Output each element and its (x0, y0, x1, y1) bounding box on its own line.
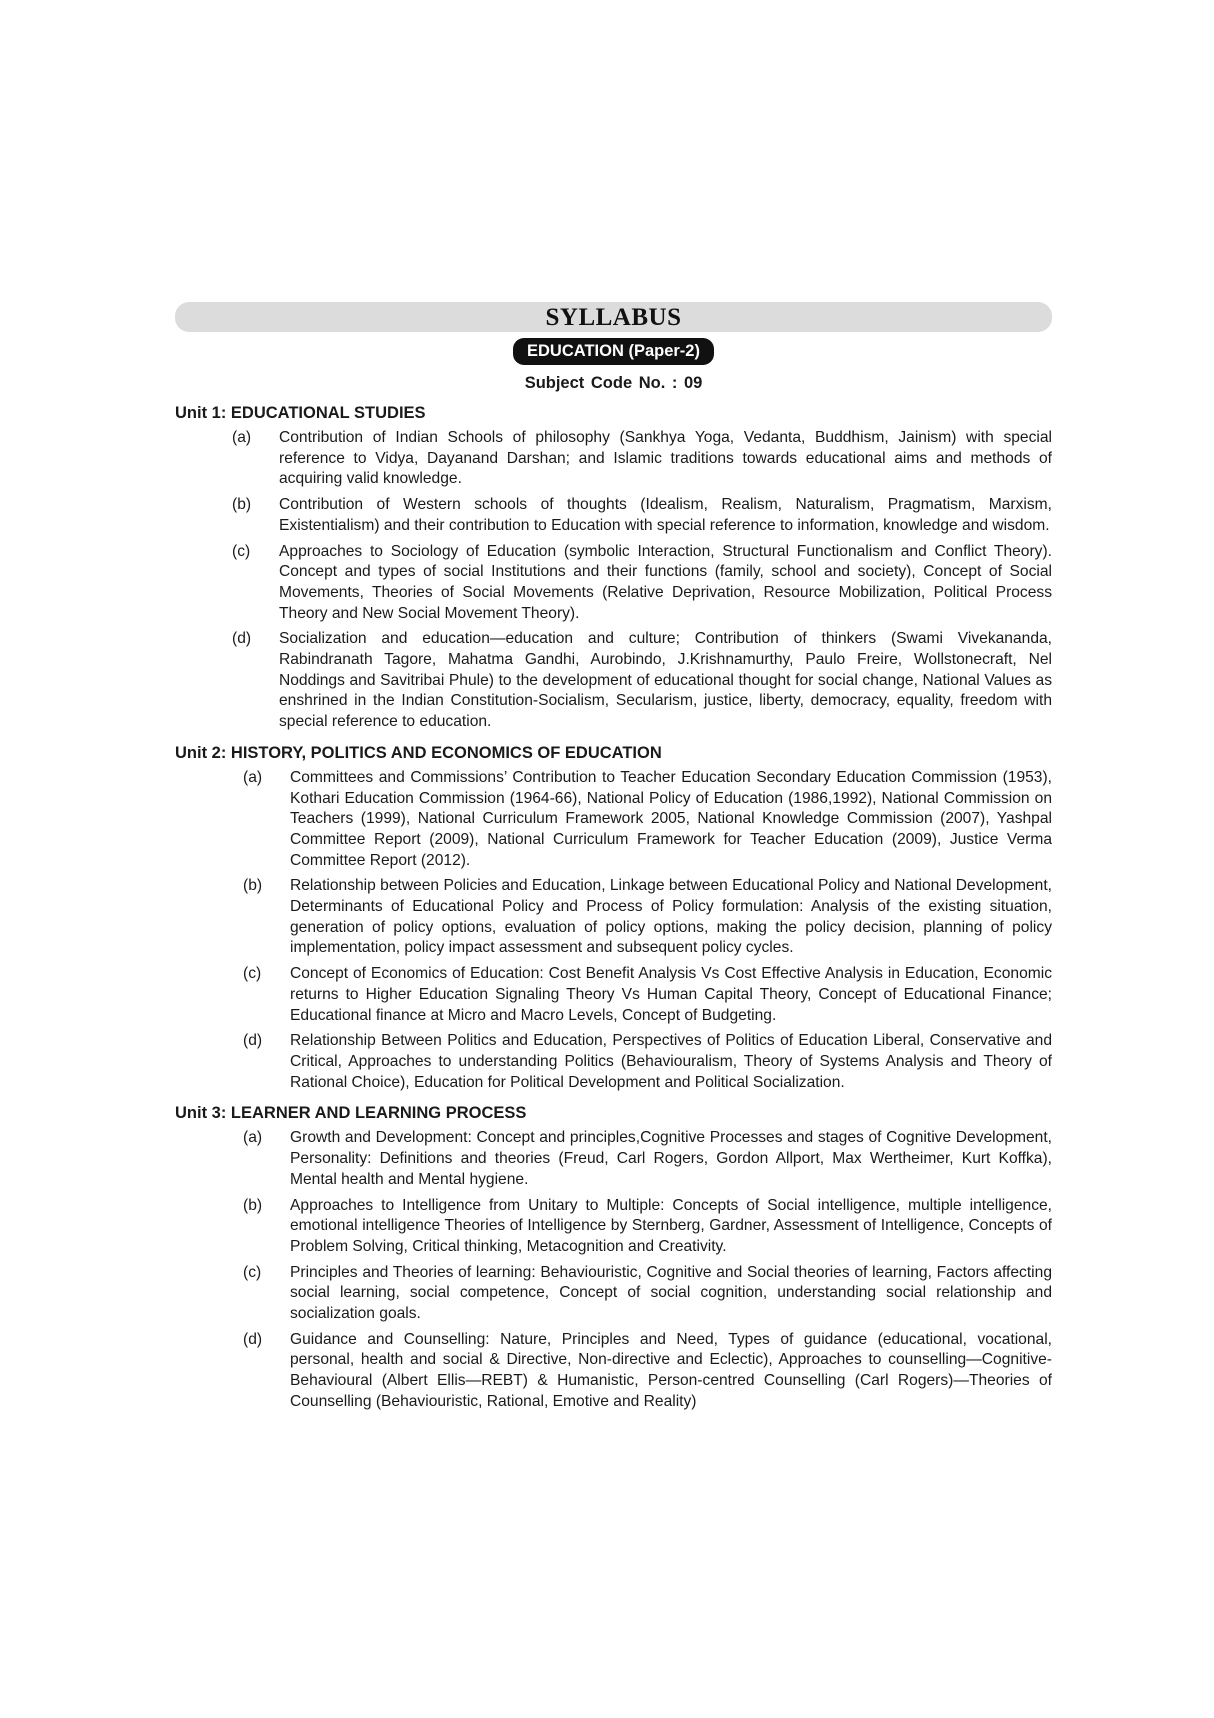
item-text: Approaches to Sociology of Education (symbolic Interaction, Structural Functionalism and Conflict Theory). Concept and types of social Institutions and their functions (family, school and society), Concept of Social Movements, Theories of Social Movements (Relative Deprivation, Resource Mobilization, Political Process Theory and New Social Movement Theory). (279, 542, 1052, 622)
syllabus-page (175, 302, 1052, 1418)
item-text: Contribution of Indian Schools of philosophy (Sankhya Yoga, Vedanta, Buddhism, Jainism) with special reference to Vidya, Dayanand Darshan; and Islamic traditions towards educational aims and methods of acquiring valid knowledge. (279, 429, 1052, 488)
list-item (175, 1263, 1052, 1325)
item-label: (c) (243, 1263, 262, 1281)
list-item (175, 629, 1052, 733)
list-item (175, 1196, 1052, 1258)
item-text: Socialization and education—education and culture; Contribution of thinkers (Swami Vivekananda, Rabindranath Tagore, Mahatma Gandhi, Aurobindo, J.Krishnamurthy, Paulo Freire, Wollstonecraft, Nel Noddings and Savitribai Phule) to the development of educational thought for social change, National Values as enshrined in the Indian Constitution-Socialism, Secularism, justice, liberty, democracy, equality, freedom with special reference to education. (279, 630, 1052, 731)
item-text: Contribution of Western schools of thoughts (Idealism, Realism, Naturalism, Pragmatism, Marxism, Existentialism) and their contribution to Education with special reference to information, knowledge and wisdom. (279, 496, 1052, 534)
list-item (175, 1031, 1052, 1093)
item-label: (b) (243, 1196, 263, 1214)
unit-1-title: Unit 1: EDUCATIONAL STUDIES (175, 404, 426, 422)
item-text: Relationship between Policies and Education, Linkage between Educational Policy and National Development, Determinants of Educational Policy and Process of Policy formulation: Analysis of the existing situation, generation of policy options, evaluation of policy options, making the policy decision, planning of policy implementation, policy impact assessment and subsequent policy cycles. (290, 877, 1052, 957)
item-text: Committees and Commissions’ Contribution to Teacher Education Secondary Education Commission (1953), Kothari Education Commission (1964-66), National Policy of Education (1986,1992), National Commission on Teachers (1999), National Curriculum Framework 2005, National Knowledge Commission (2007), Yashpal Committee Report (2009), National Curriculum Framework for Teacher Education (2009), Justice Verma Committee Report (2012). (290, 768, 1052, 869)
item-text: Growth and Development: Concept and principles,Cognitive Processes and stages of Cognitive Development, Personality: Definitions and theories (Freud, Carl Rogers, Gordon Allport, Max Wertheimer, Kurt Koffka), Mental health and Mental hygiene. (290, 1129, 1052, 1188)
item-text: Guidance and Counselling: Nature, Principles and Need, Types of guidance (educational, vocational, personal, health and social & Directive, Non-directive and Eclectic), Approaches to counselling—Cognitive-Behavioural (Albert Ellis—REBT) & Humanistic, Person-centred Counselling (Carl Rogers)—Theories of Counselling (Behaviouristic, Rational, Emotive and Reality) (290, 1330, 1052, 1410)
list-item (175, 495, 1052, 536)
list-item (175, 768, 1052, 872)
list-item (175, 1330, 1052, 1413)
list-item (175, 876, 1052, 959)
unit-2-section (175, 743, 1052, 1094)
item-text: Principles and Theories of learning: Behaviouristic, Cognitive and Social theories of learning, Factors affecting social learning, social competence, Concept of social cognition, understanding social relationship and socialization goals. (290, 1263, 1052, 1323)
subject-badge: EDUCATION (Paper-2) (513, 338, 714, 365)
item-label: (d) (243, 1032, 263, 1050)
unit-1-section (175, 403, 1052, 733)
list-item (175, 1128, 1052, 1190)
unit-2-title: Unit 2: HISTORY, POLITICS AND ECONOMICS OF EDUCATION (175, 743, 662, 762)
item-text: Concept of Economics of Education: Cost Benefit Analysis Vs Cost Effective Analysis in Education, Economic returns to Higher Education Signaling Theory Vs Human Capital Theory, Concept of Educational Finance; Educational finance at Micro and Macro Levels, Concept of Budgeting. (290, 965, 1052, 1024)
item-label: (a) (243, 768, 263, 786)
item-label: (a) (232, 429, 252, 446)
item-text: Approaches to Intelligence from Unitary to Multiple: Concepts of Social intelligence, multiple intelligence, emotional intelligence Theories of Intelligence by Sternberg, Gardner, Assessment of Intelligence, Concepts of Problem Solving, Critical thinking, Metacognition and Creativity. (290, 1196, 1052, 1255)
list-item (175, 428, 1052, 490)
item-label: (b) (232, 496, 252, 514)
page-title: SYLLABUS (545, 304, 682, 331)
unit-3-section (175, 1103, 1052, 1412)
list-item (175, 964, 1052, 1026)
subject-code: Subject Code No. : 09 (524, 374, 703, 392)
item-label: (c) (232, 542, 251, 560)
item-text: Relationship Between Politics and Education, Perspectives of Politics of Education Liberal, Conservative and Critical, Approaches to understanding Politics (Behaviouralism, Theory of Systems Analysis and Theory of Rational Choice), Education for Political Development and Political Socialization. (290, 1032, 1052, 1091)
list-item (175, 542, 1052, 625)
title-banner (175, 302, 1052, 332)
item-label: (d) (232, 630, 252, 648)
item-label: (d) (243, 1330, 263, 1348)
item-label: (a) (243, 1129, 263, 1147)
item-label: (b) (243, 877, 263, 895)
item-label: (c) (243, 965, 262, 983)
unit-3-title: Unit 3: LEARNER AND LEARNING PROCESS (175, 1104, 527, 1123)
